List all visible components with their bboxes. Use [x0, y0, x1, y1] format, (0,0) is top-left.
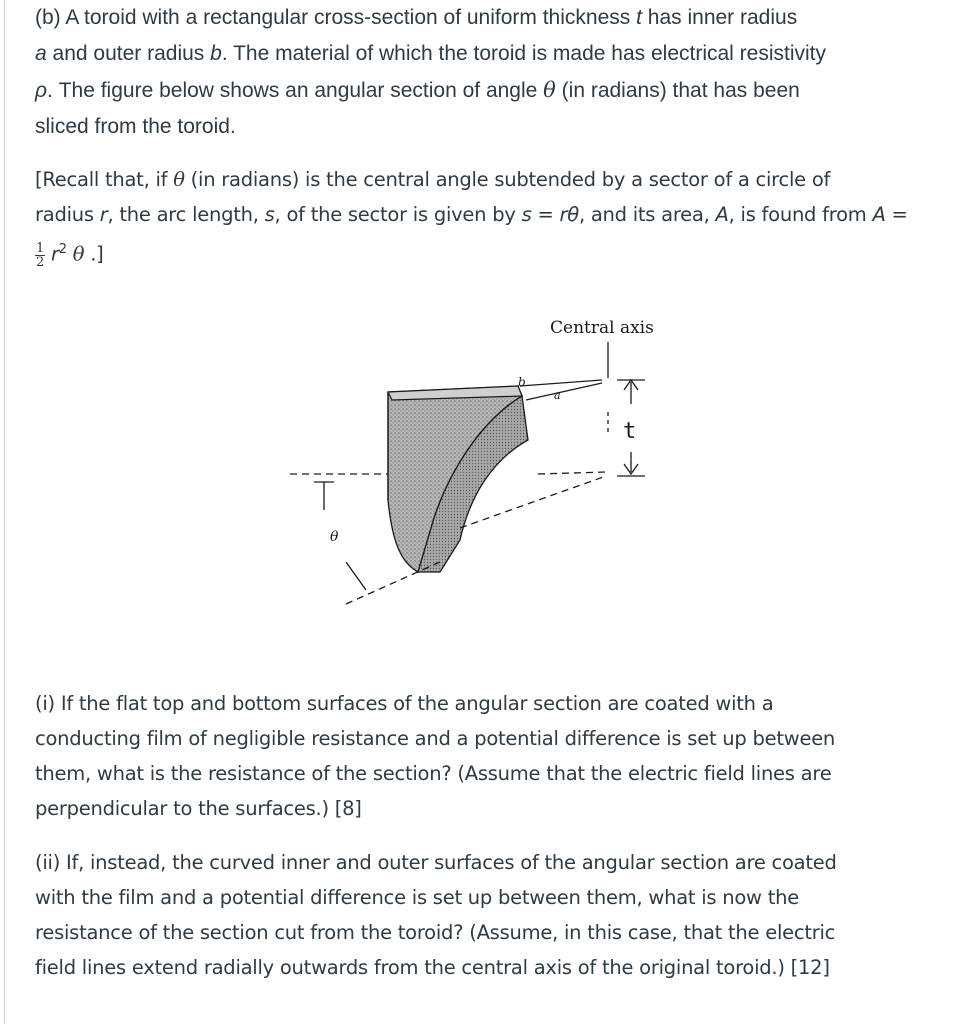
recall-paragraph [35, 162, 935, 272]
part-b-line-3: ρ. The figure below shows an angular section of angle θ (in radians) that has been [35, 78, 800, 102]
left-border [4, 0, 5, 1024]
label-b: b [518, 375, 526, 389]
theta-slant-line [346, 562, 366, 590]
part-i-line: them, what is the resistance of the section? (Assume that the electric field lines are [35, 762, 832, 785]
part-b-line-2: a and outer radius b. The material of which the toroid is made has electrical resistivity [35, 42, 827, 65]
label-theta: θ [330, 529, 339, 545]
part-i-paragraph [35, 686, 935, 826]
part-ii-line: (ii) If, instead, the curved inner and outer surfaces of the angular section are coated [35, 851, 837, 874]
part-b-line-1: (b) A toroid with a rectangular cross-section of uniform thickness t has inner radius [35, 6, 798, 29]
dashed-line-lower [346, 562, 440, 604]
part-b-paragraph [35, 0, 935, 145]
radius-a-line [526, 383, 602, 400]
toroid-section-figure [270, 300, 690, 620]
part-i-line: (i) If the flat top and bottom surfaces of the angular section are coated with a [35, 692, 774, 715]
radius-b-line [520, 380, 602, 386]
label-t: t [623, 419, 637, 444]
part-i-line: perpendicular to the surfaces.) [8] [35, 797, 362, 820]
recall-line-1: [Recall that, if θ (in radians) is the central angle subtended by a sector of a circle of [35, 168, 831, 191]
recall-line-2: radius r, the arc length, s, of the sector is given by s = rθ, and its area, A, is found from A = [35, 203, 908, 226]
part-b-line-4: sliced from the toroid. [35, 115, 236, 138]
part-ii-paragraph [35, 845, 935, 985]
central-axis-label: Central axis [550, 318, 654, 338]
dashed-line-right [538, 472, 606, 474]
fraction-half: $\frac{1}{2}$ [36, 241, 45, 271]
part-ii-line: with the film and a potential difference is set up between them, what is now the [35, 886, 799, 909]
recall-line-3: $\frac{1}{2}$ $r^2$ θ .] [36, 241, 104, 271]
part-ii-line: resistance of the section cut from the toroid? (Assume, in this case, that the electric [35, 921, 836, 944]
part-i-line: conducting film of negligible resistance and a potential difference is set up between [35, 727, 836, 750]
label-a: a [554, 389, 561, 402]
part-ii-line: field lines extend radially outwards from the central axis of the original toroid.) [12] [35, 956, 830, 979]
